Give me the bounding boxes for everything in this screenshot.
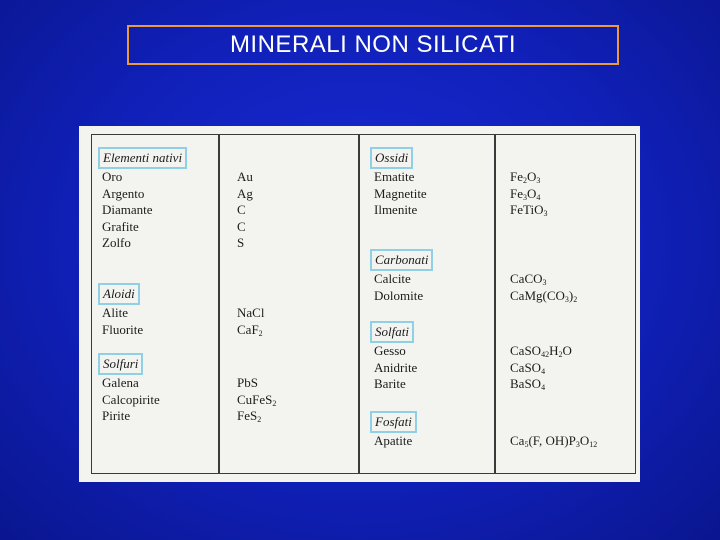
category-label: Fosfati (370, 411, 417, 433)
mineral-name: Dolomite (374, 287, 424, 303)
category-label: Elementi nativi (98, 147, 187, 169)
mineral-formula: $Fe_3O_4$ (510, 185, 541, 202)
minerals-table (79, 126, 640, 482)
mineral-formula: NaCl (237, 305, 265, 320)
mineral-formula: PbS (237, 375, 258, 390)
divider-2 (358, 135, 360, 473)
mineral-formula: Ag (237, 185, 253, 201)
mineral-name: Barite (374, 376, 406, 391)
category-label: Solfati (370, 321, 414, 343)
left-category (102, 353, 143, 375)
mineral-name: Calcopirite (102, 391, 160, 407)
mineral-formula: S (237, 235, 245, 250)
mineral-name: Pirite (102, 408, 131, 423)
slide-title-box (127, 25, 619, 65)
mineral-name: Alite (102, 305, 128, 320)
mineral-name: Apatite (374, 433, 413, 448)
mineral-formula: $CaSO_{42}H_2O$ (510, 343, 572, 359)
mineral-formula: $CaMg(CO_3)_2$ (510, 287, 578, 304)
category-label: Aloidi (98, 283, 140, 305)
mineral-formula: CaSO$_4$ (510, 359, 546, 376)
mineral-formula: Au (237, 169, 253, 184)
mineral-name: Gesso (374, 343, 406, 358)
mineral-name: Ematite (374, 169, 415, 184)
right-category (374, 249, 433, 271)
mineral-name: Zolfo (102, 235, 131, 250)
left-category (102, 147, 187, 169)
right-category (374, 147, 413, 169)
mineral-name: Fluorite (102, 321, 144, 337)
mineral-formula: CaF$_2$ (237, 321, 263, 338)
mineral-formula: FeTiO$_3$ (510, 202, 548, 218)
mineral-formula: C (237, 218, 246, 234)
divider-1 (218, 135, 220, 473)
mineral-formula: CaCO$_3$ (510, 271, 547, 287)
slide-title: MINERALI NON SILICATI (229, 31, 517, 58)
mineral-formula: BaSO$_4$ (510, 376, 546, 392)
table-frame (91, 134, 636, 474)
right-category (374, 321, 414, 343)
mineral-formula: $Fe_2O_3$ (510, 169, 541, 185)
category-label: Carbonati (370, 249, 433, 271)
category-label: Solfuri (98, 353, 143, 375)
mineral-name: Magnetite (374, 185, 427, 201)
mineral-name: Argento (102, 185, 145, 201)
mineral-name: Diamante (102, 202, 153, 217)
mineral-formula: CuFeS$_2$ (237, 391, 277, 408)
mineral-name: Galena (102, 375, 139, 390)
mineral-name: Anidrite (374, 359, 418, 375)
divider-3 (494, 135, 496, 473)
mineral-name: Ilmenite (374, 202, 418, 217)
right-category (374, 411, 417, 433)
mineral-formula: FeS$_2$ (237, 408, 262, 424)
left-category (102, 283, 140, 305)
category-label: Ossidi (370, 147, 413, 169)
mineral-name: Oro (102, 169, 123, 184)
mineral-formula: C (237, 202, 246, 217)
mineral-formula: $Ca_5(F$, $OH)P_3O_{12}$ (510, 433, 598, 449)
mineral-name: Calcite (374, 271, 411, 286)
mineral-name: Grafite (102, 218, 139, 234)
